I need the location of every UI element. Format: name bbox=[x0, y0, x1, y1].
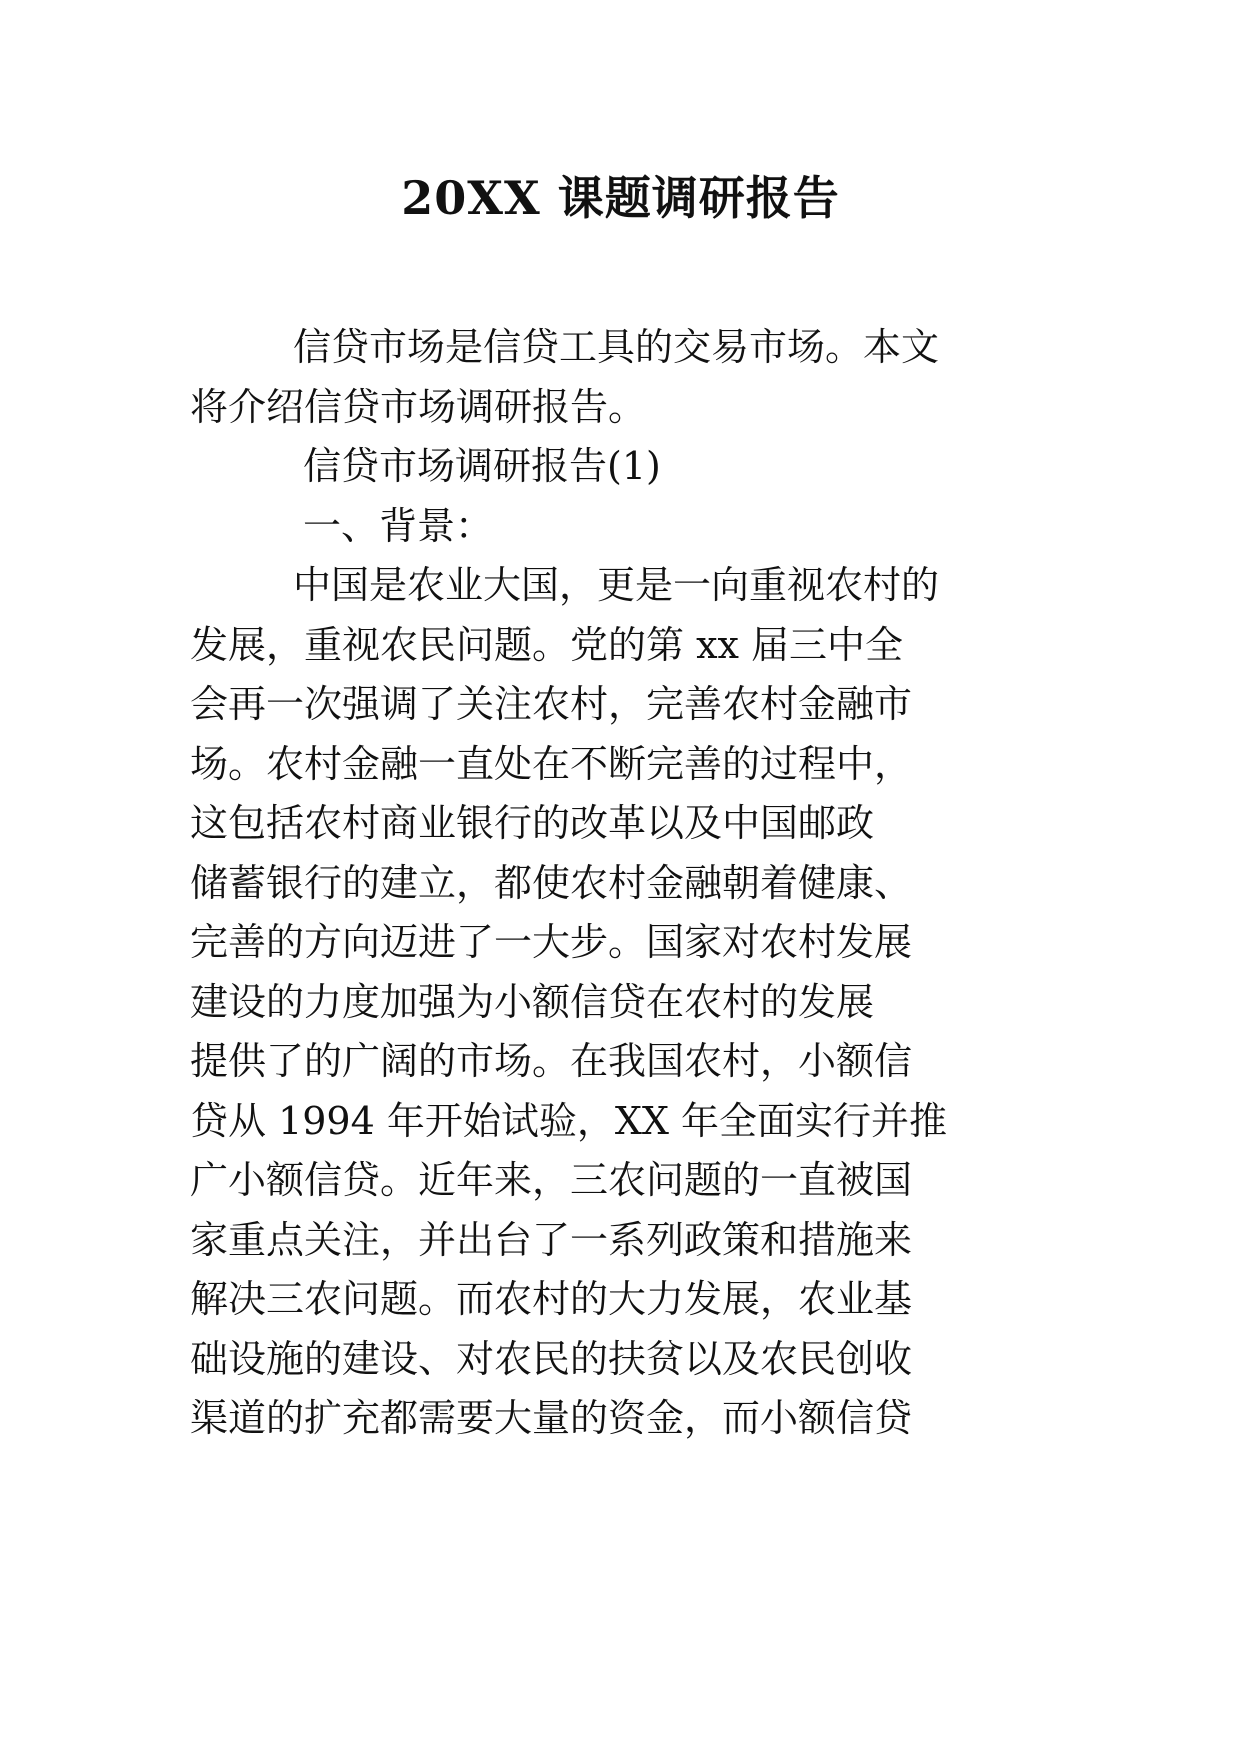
paragraph-line: 完善的方向迈进了一大步。国家对农村发展 bbox=[190, 920, 913, 964]
section-subtitle: 信贷市场调研报告(1) bbox=[303, 444, 661, 488]
paragraph-line: 渠道的扩充都需要大量的资金，而小额信贷 bbox=[190, 1396, 913, 1440]
paragraph-line: 这包括农村商业银行的改革以及中国邮政 bbox=[190, 801, 875, 845]
document-title: 20XX 课题调研报告 bbox=[401, 171, 840, 225]
paragraph-line: 贷从 1994 年开始试验，XX 年全面实行并推 bbox=[190, 1098, 948, 1143]
paragraph-line: 建设的力度加强为小额信贷在农村的发展 bbox=[190, 979, 875, 1024]
paragraph-line: 础设施的建设、对农民的扶贫以及农民创收 bbox=[190, 1336, 913, 1381]
paragraph-line: 场。农村金融一直处在不断完善的过程中， bbox=[190, 741, 913, 786]
paragraph-line: 中国是农业大国，更是一向重视农村的 bbox=[293, 563, 940, 607]
paragraph-line: 会再一次强调了关注农村，完善农村金融市 bbox=[190, 682, 913, 726]
paragraph-line: 发展，重视农民问题。党的第 xx 届三中全 bbox=[190, 622, 904, 667]
section-heading-background: 一、背景： bbox=[303, 503, 494, 548]
paragraph-line: 储蓄银行的建立，都使农村金融朝着健康、 bbox=[190, 860, 913, 905]
paragraph-line: 提供了的广阔的市场。在我国农村，小额信 bbox=[190, 1039, 913, 1083]
intro-line-1: 信贷市场是信贷工具的交易市场。本文 bbox=[293, 325, 940, 369]
paragraph-line: 解决三农问题。而农村的大力发展，农业基 bbox=[190, 1277, 913, 1321]
paragraph-line: 家重点关注，并出台了一系列政策和措施来 bbox=[190, 1217, 913, 1262]
paragraph-line: 广小额信贷。近年来，三农问题的一直被国 bbox=[190, 1158, 913, 1202]
document-body bbox=[190, 318, 1090, 1449]
intro-line-2: 将介绍信贷市场调研报告。 bbox=[190, 384, 647, 429]
